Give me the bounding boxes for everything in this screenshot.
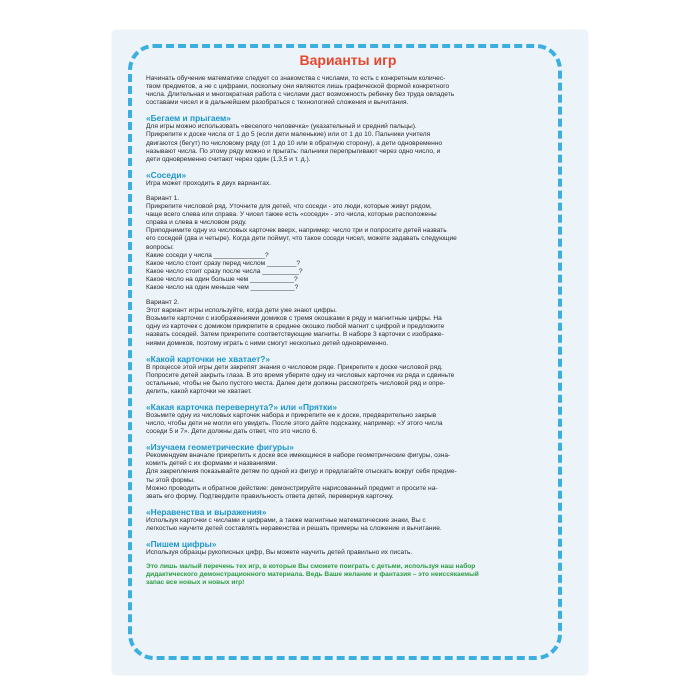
intro-line: Начинать обучение математике следует со знакомства с числами, то есть с конкретным количес-: [146, 75, 446, 82]
section-title-inequalities: «Неравенства и выражения»: [146, 506, 267, 517]
question-line: Какое число стоит сразу перед числом ________?: [146, 259, 301, 267]
text-line: называют числа. По этому ряду можно и прыгать: пальчики перепрыгивают через одно число, и: [146, 147, 441, 155]
text-line: Возьмите одну из числовых карточек набора и прикрепите ее к доске, предварительно закрыв: [146, 412, 437, 419]
footer-line: Это лишь малый перечень тех игр, в которые Вы сможете поиграть с детьми, используя наш набор: [146, 563, 476, 571]
text-line: Используя карточки с числами и цифрами, а также магнитные математические знаки, Вы с: [146, 516, 426, 524]
intro-line: составами чисел и в дальнейшем разобраться с технологией сложения и вычитания.: [146, 99, 409, 107]
text-line: Прикрепите числовой ряд. Уточните для детей, что соседи - это люди, которые живут рядом,: [146, 203, 432, 211]
section-neighbors-text: [146, 180, 550, 348]
page-title: Варианты игр: [299, 52, 397, 68]
text-line: справа и слева в числовом ряду.: [146, 219, 247, 227]
footer-note: [146, 563, 550, 587]
intro-line: твом предметов, а не с цифрами, поскольку они являются лишь графической формой конкретного: [146, 83, 450, 91]
text-line: Для игры можно использовать «веселого человечка» (указательный и средний пальцы).: [146, 123, 417, 131]
section-missing-text: [146, 364, 550, 396]
question-line: Какие соседи у числа ______________?: [146, 251, 269, 259]
section-title-shapes: «Изучаем геометрические фигуры»: [146, 442, 294, 453]
section-title-writing: «Пишем цифры»: [146, 539, 217, 550]
question-line: Какое число на один больше чем ____________?: [146, 275, 298, 283]
text-line: делить, какой карточки не хватает.: [146, 387, 252, 395]
text-line: ниями домиков, поэтому играть с ними смогут несколько детей одновременно.: [146, 339, 389, 347]
text-line: дети одновременно считают через один (1,3,5 и т. д.).: [146, 155, 311, 163]
text-line: двигаются (бегут) по числовому ряду (от 1 до 10 или в обратную сторону), а дети одновременно: [146, 139, 443, 147]
text-line: В процессе этой игры дети закрепят знания о числовом ряде. Прикрепите к доске числовой ряд.: [146, 363, 443, 371]
text-line: Прикрепите к доске числа от 1 до 5 (если дети маленькие) или от 1 до 10. Пальчики учителя: [146, 131, 431, 139]
section-title-flipped: «Какая карточка перевернута?» или «Прятки»: [146, 402, 337, 412]
footer-line: запас все новых и новых игр!: [146, 579, 245, 587]
section-title-run: «Бегаем и прыгаем»: [146, 113, 231, 124]
text-line: звать его форму. Подтвердите правильность ответа детей, перевернув карточку.: [146, 492, 394, 500]
section-shapes-text: [146, 452, 550, 501]
text-line: Возьмите карточки с изображениями домиков с тремя окошками в ряду и магнитные цифры. На: [146, 315, 442, 323]
text-line: Попросите детей закрыть глаза. В это время уберите одну из числовых карточек из ряда и сдвиньте: [146, 371, 455, 379]
text-line: ты этой формы.: [146, 476, 195, 484]
text-line: одну из карточек с домиком прикрепите в среднее окошко любой магнит с цифрой и предложите: [146, 323, 445, 331]
text-line: Приподнимите одну из числовых карточек вверх, например: число три и попросите детей назвать: [146, 227, 447, 235]
section-run-text: [146, 123, 550, 163]
text-line: комить детей с их формами и названиями.: [146, 460, 278, 468]
text-line: легкостью научите детей составлять неравенства и решать примеры на сложение и вычитание.: [146, 524, 442, 532]
text-line: его соседей (два и четыре). Когда дети поймут, что такое соседи чисел, можете задавать следующие: [146, 235, 457, 243]
section-title-neighbors: «Соседи»: [146, 169, 187, 180]
text-line: вопросы:: [146, 243, 174, 251]
question-line: Какое число стоит сразу после числа __________?: [146, 267, 303, 275]
section-title-missing: «Какой карточки не хватает?»: [146, 353, 271, 364]
text-line: Для закрепления показывайте детям по одной из фигур и предлагайте отыскать вокруг себя предме-: [146, 468, 457, 476]
text-line: Этот вариант игры используйте, когда дети уже знают цифры.: [146, 307, 337, 315]
footer-line: дидактического демонстрационного материала. Ведь Ваше желание и фантазия – это неиссякаемый: [146, 571, 479, 579]
text-line: чаще всего слева или справа. У чисел также есть «соседи» - это числа, которые расположены: [146, 211, 437, 219]
text-line: Можно проводить и обратное действие: демонстрируйте нарисованный предмет и просите на-: [146, 484, 438, 492]
text-line: назвать соседей. Затем прикрепите соответствующие магниты. В наборе 3 карточки с изображе-: [146, 331, 444, 339]
intro-paragraph: [146, 75, 550, 107]
text-line: Игра может проходить в двух вариантах.: [146, 179, 272, 187]
text-line: Используя образцы рукописных цифр, Вы можете научить детей правильно их писать.: [146, 549, 413, 557]
question-line: Какое число на один меньше чем ____________?: [146, 283, 299, 291]
section-inequalities-text: [146, 517, 550, 533]
text-line: Рекомендуем вначале прикрепить к доске все имеющиеся в наборе геометрические фигуры, озна-: [146, 452, 451, 460]
section-flipped-text: [146, 412, 550, 436]
variant-2-title: Вариант 2.: [146, 299, 180, 307]
text-line: соседи 5 и 7». Дети должны дать ответ, что это число 6.: [146, 428, 318, 436]
intro-line: числа. Длительная и многократная работа с числами даст возможность ребенку без труда овладеть: [146, 91, 455, 99]
section-writing-text: [146, 549, 550, 557]
document-content: [146, 52, 550, 587]
text-line: число, чтобы дети не могли его увидеть. После этого дайте подсказку, например: «У этого числа: [146, 420, 443, 428]
text-line: остальные, чтобы не было пустого места. Далее дети должны рассмотреть числовой ряд и опре-: [146, 379, 446, 387]
variant-1-title: Вариант 1.: [146, 194, 180, 202]
